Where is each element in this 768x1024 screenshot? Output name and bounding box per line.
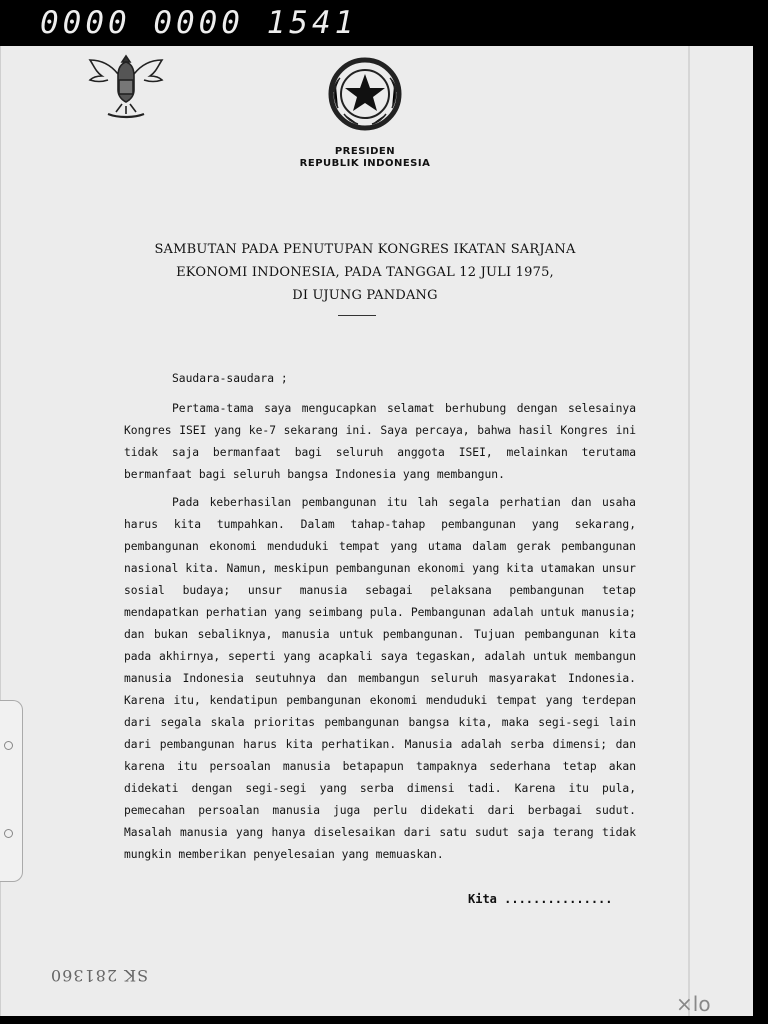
paragraph-2: Pada keberhasilan pembangunan itu lah segala perhatian dan usaha harus kita tumpahkan. Dalam tahap-tahap pembangunan yang sekarang, pembangunan ekonomi menduduki tempat yang utama dalam gerak pembangunan nasional kita. Namun, meskipun pembangunan ekonomi yang kita utamakan unsur sosial budaya; unsur manusia sebagai pelaksana pembangunan tetap mendapatkan perhatian yang seimbang pula. Pembangunan adalah untuk manusia; dan bukan sebaliknya, manusia untuk pembangunan. Tujuan pembangunan kita pada akhirnya, seperti yang acapkali saya tegaskan, adalah untuk membangun manusia Indonesia seutuhnya dan membangun seluruh masyarakat Indonesia. Karena itu, kendatipun pembangunan ekonomi menduduki tempat yang terdepan dari segala skala prioritas pembangunan bangsa kita, maka segi-segi lain dari pembangunan harus kita perhatikan. Manusia adalah serba dimensi; dan karena itu persoalan manusia betapapun tampaknya sederhana tetap akan didekati dengan segi-segi yang serba dimensi tadi. Karena itu pula, pemecahan persoalan manusia juga perlu didekati dari berbagai sudut. Masalah manusia yang hanya diselesaikan dari satu sudut saja terang tidak mungkin memberikan penyelesaian yang memuaskan. bbox=[124, 496, 636, 861]
binder-hole bbox=[4, 829, 13, 838]
speech-body bbox=[124, 368, 636, 872]
continuation-signoff: Kita ............... bbox=[468, 892, 613, 906]
letterhead-line-presiden: PRESIDEN bbox=[334, 146, 396, 157]
binder-clip bbox=[0, 700, 23, 882]
letterhead-line-republik: REPUBLIK INDONESIA bbox=[299, 158, 431, 169]
title-line-1: SAMBUTAN PADA PENUTUPAN KONGRES IKATAN SARJANA bbox=[154, 242, 576, 257]
page-fold-line bbox=[688, 46, 690, 1016]
title-line-2: EKONOMI INDONESIA, PADA TANGGAL 12 JULI 1975, bbox=[176, 265, 554, 280]
title-underline bbox=[338, 315, 376, 316]
paragraph-1: Pertama-tama saya mengucapkan selamat berhubung dengan selesainya Kongres ISEI yang ke-7 sekarang ini. Saya percaya, bahwa hasil Kongres ini tidak saja bermanfaat bagi seluruh anggota ISEI, melainkan terutama bermanfaat bagi seluruh bangsa Indonesia yang membangun. bbox=[124, 402, 636, 481]
binder-hole bbox=[4, 741, 13, 750]
letterhead bbox=[0, 146, 730, 170]
archive-stamp-number: SK 281360 bbox=[50, 966, 149, 985]
presidential-star-seal-icon bbox=[322, 56, 408, 136]
salutation: Saudara-saudara ; bbox=[172, 372, 288, 385]
corner-mark: ×lo bbox=[676, 992, 711, 1016]
microfilm-frame-counter: 0000 0000 1541 bbox=[40, 5, 358, 41]
document-title bbox=[120, 238, 610, 307]
garuda-pancasila-icon bbox=[86, 48, 166, 124]
title-line-3: DI UJUNG PANDANG bbox=[292, 288, 438, 303]
